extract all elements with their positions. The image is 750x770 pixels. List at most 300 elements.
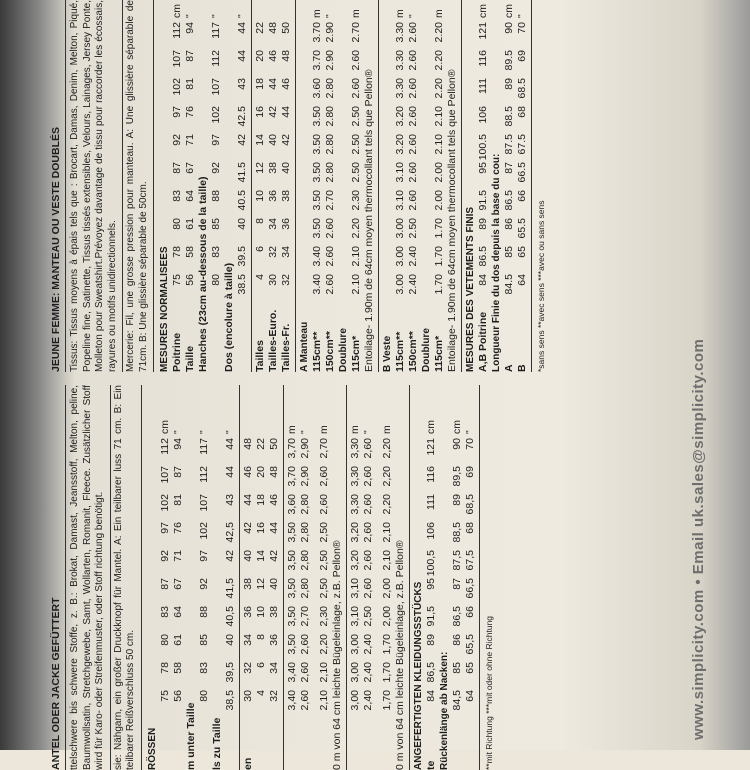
table-cell: 3,50 (285, 578, 298, 599)
table-cell: 69 (463, 466, 476, 478)
table-cell: 2.60 (407, 190, 419, 211)
german-finished-bust (425, 385, 438, 770)
table-cell: 44 (223, 438, 236, 450)
table-cell: 3.00 (394, 246, 406, 267)
table-cell: 48 (280, 50, 292, 62)
table-cell: 81 (184, 78, 196, 90)
table-cell: 2.20 (433, 50, 445, 71)
row-label (286, 718, 299, 770)
french-finished-measurements (462, 0, 532, 372)
table-cell: 3,70 (285, 438, 298, 459)
table-cell: 40.5 (236, 190, 248, 211)
table-cell: 2,60 (361, 550, 374, 571)
table-cell: 89,5 (450, 466, 463, 487)
table-cell: 2,70 (317, 438, 330, 459)
table-cell: 2.60 (407, 106, 419, 127)
table-cell: 8 (254, 634, 267, 640)
table-cell: 3.70 (311, 22, 323, 43)
table-cell: 87 (171, 162, 183, 174)
table-cell: 44 (267, 522, 280, 534)
table-cell: 2,80 (298, 550, 311, 571)
table-cell: 102 (171, 78, 183, 96)
table-cell: 86,5 (424, 662, 437, 683)
unit-label: m (285, 425, 298, 434)
table-row (433, 0, 446, 372)
table-cell: 43 (236, 78, 248, 90)
table-cell: 42.5 (236, 106, 248, 127)
table-cell: 3.60 (311, 78, 323, 99)
table-cell: 2,10 (380, 522, 393, 543)
table-cell: 3.20 (394, 134, 406, 155)
table-cell: 107 (171, 50, 183, 68)
french-column (50, 0, 720, 372)
unit-label: " (407, 14, 419, 18)
table-cell: 44 (267, 78, 279, 90)
table-cell: 38,5 (223, 690, 236, 711)
table-cell: 32 (280, 274, 292, 286)
table-cell: 117 (210, 22, 222, 39)
table-cell: 48 (267, 22, 279, 34)
table-cell: 3.30 (394, 50, 406, 71)
table-cell: 68.5 (516, 78, 528, 99)
table-cell: 75 (158, 690, 171, 702)
table-cell: 2.60 (407, 78, 419, 99)
table-cell: 3,10 (348, 606, 361, 627)
table-cell: 2.10 (350, 274, 362, 295)
table-cell: 61 (171, 634, 184, 646)
table-cell: 3,30 (348, 466, 361, 487)
table-cell: 3,50 (285, 606, 298, 627)
table-cell: 2.60 (324, 274, 336, 295)
french-view-a (296, 0, 379, 372)
table-cell: 87 (184, 50, 196, 62)
table-cell: 36 (267, 634, 280, 646)
table-row (171, 0, 184, 372)
unit-label: m (350, 9, 362, 18)
table-cell: 2,20 (380, 466, 393, 487)
table-cell: 1,70 (380, 634, 393, 655)
row-label: 150cm** (407, 331, 419, 372)
table-cell: 42 (236, 134, 248, 146)
row-label: 115cm** (311, 331, 323, 372)
table-cell: 1,70 (380, 690, 393, 711)
table-cell: 80 (171, 218, 183, 230)
table-cell: 38 (267, 162, 279, 174)
german-lining-b (381, 385, 394, 770)
table-row (254, 0, 267, 372)
table-cell: 3,40 (285, 662, 298, 683)
table-cell: 88 (210, 190, 222, 202)
table-cell: 80 (197, 690, 210, 702)
row-label (268, 718, 281, 770)
table-cell: 32 (241, 662, 254, 674)
table-cell: 3,30 (348, 438, 361, 459)
table-cell: 97 (197, 550, 210, 562)
french-view-a-title: A Manteau (299, 321, 310, 372)
row-label (299, 718, 312, 770)
table-cell: 2.10 (350, 246, 362, 267)
table-cell: 2,40 (361, 690, 374, 711)
table-cell: 75 (171, 274, 183, 286)
table-cell: 94 (184, 22, 196, 34)
table-row (198, 385, 211, 770)
table-cell: 2.90 (324, 50, 336, 71)
table-row (223, 0, 236, 372)
table-cell: 71 (171, 550, 184, 562)
table-cell: 67 (171, 578, 184, 590)
french-fabric-b (394, 0, 420, 372)
table-cell: 2,50 (317, 550, 330, 571)
table-cell: 92 (158, 550, 171, 562)
table-cell: 44 (236, 50, 248, 62)
row-label: A (503, 364, 515, 372)
german-footnote: **mit Richtung ***mit oder ohne Richtung (483, 615, 494, 770)
row-label: Tailles (254, 340, 266, 372)
table-cell: 2,60 (361, 522, 374, 543)
table-cell: 2.40 (407, 274, 419, 295)
table-cell: 40,5 (223, 606, 236, 627)
table-cell: 14 (254, 134, 266, 146)
table-cell: 2.50 (350, 134, 362, 155)
table-cell: 91.5 (477, 190, 489, 211)
table-cell: 58 (184, 246, 196, 258)
german-interfacing-b: 0 m von 64 cm leichte Bügeleinlage, z.B. Pellon® (393, 540, 406, 770)
table-row (318, 385, 331, 770)
table-cell: 102 (197, 522, 210, 540)
table-cell: 42 (223, 550, 236, 562)
table-cell: 87.5 (503, 134, 515, 155)
table-cell: 2,90 (298, 438, 311, 459)
row-label (381, 718, 394, 770)
table-cell: 2,80 (298, 522, 311, 543)
table-row (197, 0, 210, 372)
table-cell: 3.30 (394, 22, 406, 43)
table-cell: 78 (158, 662, 171, 674)
table-cell: 40 (267, 578, 280, 590)
table-cell: 2,60 (361, 494, 374, 515)
table-row (236, 0, 249, 372)
unit-label: " (463, 430, 476, 434)
table-cell: 40 (267, 134, 279, 146)
french-view-b (379, 0, 462, 372)
table-cell: 2,60 (317, 494, 330, 515)
row-label: 150cm** (324, 331, 336, 372)
table-cell: 83 (171, 190, 183, 202)
table-row (210, 0, 223, 372)
table-cell: 83 (210, 246, 222, 258)
table-cell: 116 (424, 466, 437, 483)
table-cell: 2,30 (317, 606, 330, 627)
table-cell: 43 (223, 494, 236, 506)
table-cell: 111 (477, 78, 489, 94)
unit-label: m (317, 425, 330, 434)
table-cell: 20 (254, 466, 267, 478)
table-cell: 2,60 (317, 466, 330, 487)
french-finished-rows (503, 0, 529, 372)
table-cell: 40 (241, 550, 254, 562)
table-cell: 117 (197, 438, 210, 455)
table-cell: 88.5 (503, 106, 515, 127)
table-cell: 2.20 (433, 78, 445, 99)
row-label: B (516, 364, 528, 372)
french-lining-title-a: Doublure (338, 328, 349, 372)
table-cell: 3.00 (394, 218, 406, 239)
unit-label: m (311, 9, 323, 18)
table-row (381, 385, 394, 770)
table-cell: 112 (158, 438, 171, 455)
table-cell: 107 (210, 78, 222, 96)
table-cell: 90 (450, 438, 463, 450)
row-label (464, 718, 477, 770)
table-cell: 97 (210, 134, 222, 146)
french-finished-title: MESURES DES VETEMENTS FINIS (465, 206, 476, 372)
table-cell: 2,50 (317, 522, 330, 543)
row-label: 115cm* (350, 335, 362, 372)
table-cell: 1,70 (380, 662, 393, 683)
table-row (185, 385, 198, 770)
german-notions: sie: Nähgarn, ein großer Druckknopf für Mantel. A: Ein teilbarer luss 71 cm. B: Ein teilbarer Reißverschluss 50 cm. (113, 385, 142, 770)
french-lining-b (433, 0, 446, 372)
table-cell: 1.70 (433, 218, 445, 239)
table-row (242, 385, 255, 770)
row-label: en (241, 757, 254, 770)
table-cell: 107 (197, 494, 210, 512)
table-cell: 64 (171, 606, 184, 618)
table-cell: 65,5 (463, 634, 476, 655)
table-cell: 2,10 (317, 690, 330, 711)
table-cell: 100.5 (477, 134, 489, 161)
german-interfacing-a: 0 m von 64 cm leichte Bügeleinlage, z.B. Pellon® (330, 540, 343, 770)
table-cell: 76 (184, 106, 196, 118)
german-finished-measurements (410, 385, 480, 770)
table-cell: 89 (450, 494, 463, 506)
table-cell: 2.60 (350, 50, 362, 71)
table-cell: 83 (197, 662, 210, 674)
table-cell: 4 (254, 690, 267, 696)
table-cell: 95 (424, 578, 437, 590)
table-cell: 3.50 (311, 134, 323, 155)
table-cell: 97 (171, 106, 183, 118)
table-row (224, 385, 237, 770)
row-label: 115cm** (394, 331, 406, 372)
table-cell: 2.60 (324, 246, 336, 267)
unit-label: m (394, 9, 406, 18)
table-cell: 30 (241, 690, 254, 702)
unit-label: " (361, 430, 374, 434)
table-cell: 3.40 (311, 274, 323, 295)
table-cell: 34 (267, 662, 280, 674)
table-cell: 2.70 (350, 22, 362, 43)
table-cell: 34 (241, 634, 254, 646)
german-column (50, 385, 720, 770)
table-row (451, 385, 464, 770)
table-cell: 80 (158, 634, 171, 646)
german-lining-a (318, 385, 331, 770)
table-cell: 2,60 (298, 634, 311, 655)
french-body-measurements (156, 0, 252, 372)
table-row (516, 0, 529, 372)
row-label (172, 718, 185, 770)
row-label: Poitrine (171, 332, 183, 372)
table-cell: 48 (267, 466, 280, 478)
table-cell: 41.5 (236, 162, 248, 183)
german-back-length-title: Rückenlänge ab Nacken: (438, 651, 450, 770)
german-body-measurements (144, 385, 240, 770)
row-label (318, 718, 331, 770)
table-cell: 97 (158, 522, 171, 534)
table-cell: 81 (171, 494, 184, 506)
table-cell: 2.60 (407, 134, 419, 155)
french-lining-title-b: Doublure (421, 328, 432, 372)
table-cell: 2.60 (324, 218, 336, 239)
table-row (324, 0, 337, 372)
table-cell: 22 (254, 22, 266, 34)
table-cell: 78 (171, 246, 183, 258)
table-cell: 2.60 (407, 22, 419, 43)
table-row (477, 0, 490, 372)
table-cell: 2.50 (350, 106, 362, 127)
table-cell: 2.60 (350, 78, 362, 99)
table-cell: 85 (503, 246, 515, 258)
table-cell: 3.50 (311, 190, 323, 211)
table-cell: 76 (171, 522, 184, 534)
row-label: Hanches (23cm au-dessous de la taille) (197, 176, 209, 372)
table-row (464, 385, 477, 770)
german-finished-rows (451, 385, 477, 770)
table-cell: 2.80 (324, 134, 336, 155)
table-cell: 70 (463, 438, 476, 450)
french-size-table (252, 0, 296, 372)
table-cell: 10 (254, 190, 266, 202)
table-cell: 2.50 (407, 218, 419, 239)
unit-label: " (298, 430, 311, 434)
table-cell: 2,60 (298, 690, 311, 711)
table-cell: 85 (197, 634, 210, 646)
table-cell: 92 (171, 134, 183, 146)
table-cell: 2,80 (298, 578, 311, 599)
german-view-a (284, 385, 347, 770)
table-cell: 92 (210, 162, 222, 174)
table-cell: 44 (236, 22, 248, 34)
table-cell: 41,5 (223, 578, 236, 599)
table-cell: 106 (424, 522, 437, 540)
table-cell: 67,5 (463, 550, 476, 571)
table-cell: 85 (450, 662, 463, 674)
table-cell: 69 (516, 50, 528, 62)
table-cell: 6 (254, 246, 266, 252)
table-row (211, 385, 224, 770)
table-cell: 3.10 (394, 162, 406, 183)
table-cell: 2.30 (350, 190, 362, 211)
table-cell: 2.80 (324, 78, 336, 99)
table-cell: 2.70 (324, 190, 336, 211)
table-cell: 2,60 (361, 438, 374, 459)
unit-label: " (324, 14, 336, 18)
table-cell: 58 (171, 662, 184, 674)
table-cell: 106 (477, 106, 489, 124)
table-cell: 2.50 (350, 162, 362, 183)
table-cell: 61 (184, 218, 196, 230)
row-label: A,B Poitrine (477, 311, 489, 372)
french-notions: Mercerie: Fil, une grosse pression pour manteau. A: Une glissière séparable de 71cm. B: Une glissière séparable de 50cm. (125, 0, 154, 372)
table-cell: 3,50 (285, 550, 298, 571)
table-cell: 34 (267, 218, 279, 230)
table-cell: 3,30 (348, 494, 361, 515)
table-cell: 89.5 (503, 50, 515, 71)
unit-label: " (210, 14, 222, 18)
table-cell: 56 (171, 690, 184, 702)
french-title: JEUNE FEMME: MANTEAU OU VESTE DOUBLÉS (50, 0, 66, 372)
german-fabric-description: ttelschwere bis schwere Stoffe, z. B.: Brokat, Damast, Jeansstoff, Melton, peline, Baumwollsatin, Stretchgewebe, Samt, Wollarten, Romanit, Fleece. Zusätzlicher Stoff wird für Karo- oder Streifenmuster, oder Stoff richtung benötigt. (69, 385, 111, 770)
table-cell: 64 (463, 690, 476, 702)
table-cell: 86.5 (477, 246, 489, 267)
unit-label: cm (477, 4, 489, 18)
table-cell: 102 (158, 494, 171, 512)
table-row (349, 385, 362, 770)
table-cell: 3.50 (311, 162, 323, 183)
french-fabric-a (311, 0, 337, 372)
table-cell: 65 (516, 246, 528, 258)
french-interfacing-b: Entoilage- 1.90m de 64cm moyen thermocollant tels que Pellon® (446, 69, 458, 372)
table-cell: 2,60 (361, 578, 374, 599)
table-cell: 44 (241, 494, 254, 506)
table-cell: 16 (254, 522, 267, 534)
table-cell: 3,50 (285, 522, 298, 543)
table-cell: 2,50 (317, 578, 330, 599)
table-cell: 3.70 (311, 50, 323, 71)
german-fabric-a (286, 385, 312, 770)
german-finished-title: ANGEFERTIGTEN KLEIDUNGSSTÜCKS (412, 581, 424, 770)
table-cell: 46 (267, 50, 279, 62)
table-cell: 2,00 (380, 606, 393, 627)
table-cell: 84 (477, 274, 489, 286)
table-cell: 2,70 (298, 606, 311, 627)
table-cell: 3.20 (394, 106, 406, 127)
row-label (451, 718, 464, 770)
german-size-table (240, 385, 284, 770)
table-cell: 46 (280, 78, 292, 90)
unit-label: " (223, 430, 236, 434)
french-measure-table (171, 0, 249, 372)
table-cell: 2.00 (433, 162, 445, 183)
table-cell: 39,5 (223, 662, 236, 683)
german-title: ANTEL ODER JACKE GEFÜTTERT (50, 385, 66, 770)
table-cell: 2,10 (380, 550, 393, 571)
unit-label: " (516, 14, 528, 18)
table-cell: 92 (197, 578, 210, 590)
table-cell: 88,5 (450, 522, 463, 543)
table-cell: 42,5 (223, 522, 236, 543)
table-cell: 2.20 (350, 218, 362, 239)
table-cell: 66 (516, 190, 528, 202)
table-cell: 67.5 (516, 134, 528, 155)
table-row (280, 0, 293, 372)
table-cell: 2.40 (407, 246, 419, 267)
table-cell: 88 (197, 606, 210, 618)
table-cell: 18 (254, 494, 267, 506)
table-cell: 18 (254, 78, 266, 90)
table-cell: 2,20 (380, 494, 393, 515)
table-cell: 2.80 (324, 162, 336, 183)
table-row (362, 385, 375, 770)
table-cell: 2.10 (433, 134, 445, 155)
table-row (267, 0, 280, 372)
table-cell: 38 (280, 190, 292, 202)
row-label (159, 718, 172, 770)
table-cell: 10 (254, 606, 267, 618)
table-cell: 46 (267, 494, 280, 506)
table-cell: 2,60 (298, 662, 311, 683)
